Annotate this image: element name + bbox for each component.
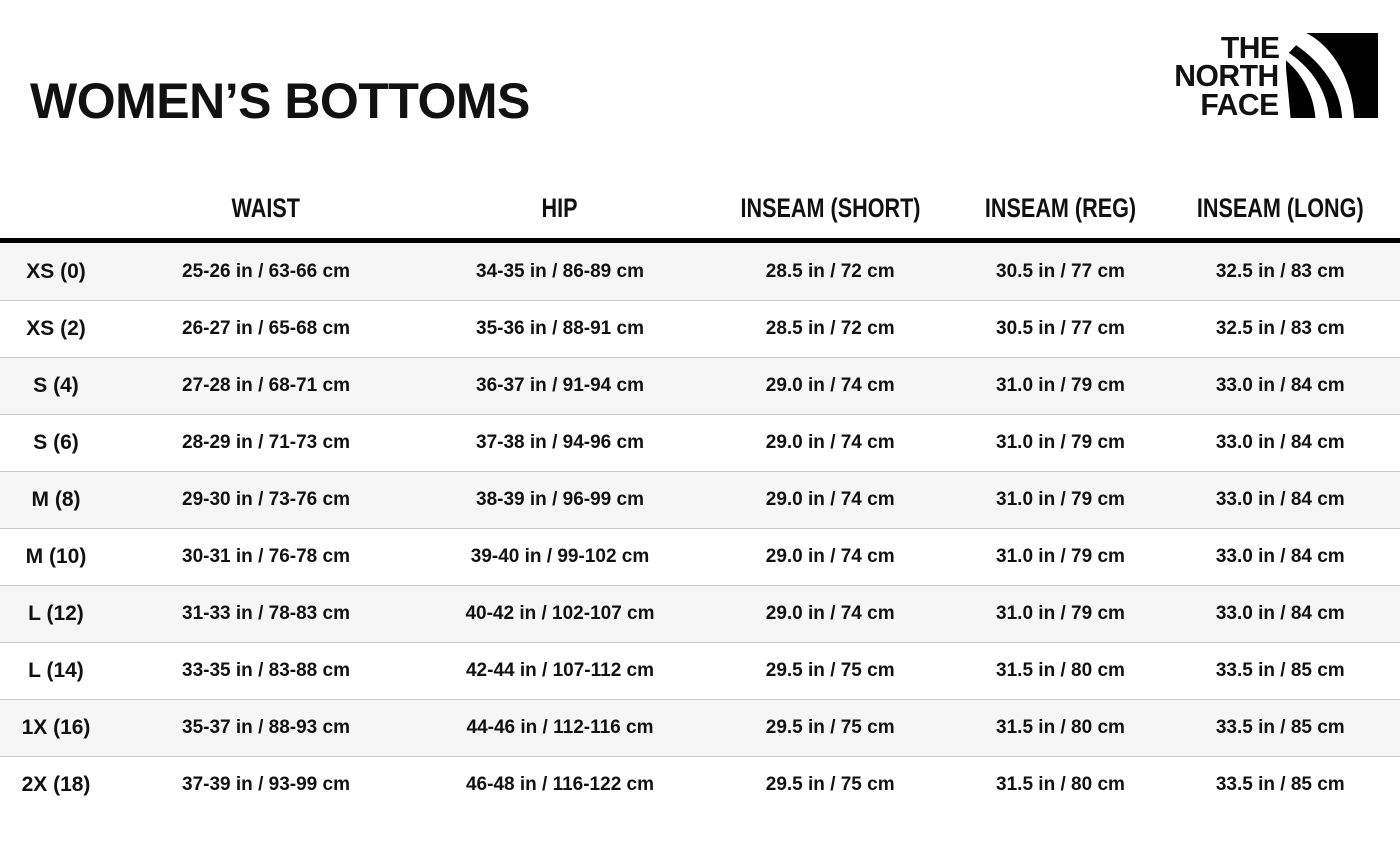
waist-cell: 37-39 in / 93-99 cm [182, 774, 350, 795]
waist-cell: 30-31 in / 76-78 cm [182, 546, 350, 567]
waist-cell: 27-28 in / 68-71 cm [182, 375, 350, 396]
hip-cell: 35-36 in / 88-91 cm [476, 318, 644, 339]
inseam-reg-cell: 30.5 in / 77 cm [996, 260, 1125, 282]
waist-cell: 31-33 in / 78-83 cm [182, 603, 350, 624]
hip-cell: 46-48 in / 116-122 cm [465, 774, 654, 795]
inseam-long-cell: 32.5 in / 83 cm [1215, 318, 1345, 339]
table-row [0, 528, 1400, 585]
inseam-long-cell: 33.0 in / 84 cm [1215, 375, 1345, 396]
hip-cell: 42-44 in / 107-112 cm [465, 660, 654, 681]
inseam-short-cell: 29.0 in / 74 cm [765, 432, 895, 453]
header-inseam-short: INSEAM (SHORT) [740, 193, 921, 223]
hip-cell: 40-42 in / 102-107 cm [465, 603, 655, 624]
header-waist: WAIST [231, 193, 301, 223]
inseam-reg-cell: 30.5 in / 77 cm [996, 318, 1125, 339]
hip-cell: 44-46 in / 112-116 cm [466, 717, 654, 738]
hip-cell: 37-38 in / 94-96 cm [476, 432, 644, 453]
header-size [0, 193, 112, 238]
inseam-long-cell: 33.5 in / 85 cm [1215, 660, 1345, 681]
size-cell: 2X (18) [21, 773, 91, 796]
inseam-long-cell: 32.5 in / 83 cm [1215, 260, 1345, 282]
size-cell: XS (0) [26, 259, 86, 283]
inseam-reg-cell: 31.0 in / 79 cm [996, 489, 1125, 510]
page-title: WOMEN’S BOTTOMS [30, 73, 530, 129]
north-face-wordmark [1171, 30, 1279, 122]
wordmark-line-north: NORTH [1174, 58, 1279, 94]
waist-cell: 25-26 in / 63-66 cm [182, 260, 350, 282]
header-inseam-reg: INSEAM (REG) [984, 193, 1137, 223]
size-cell: M (8) [31, 488, 81, 511]
table-row [0, 699, 1400, 756]
inseam-long-cell: 33.0 in / 84 cm [1215, 603, 1345, 624]
table-row [0, 756, 1400, 813]
size-cell: S (4) [33, 374, 79, 397]
inseam-short-cell: 29.5 in / 75 cm [765, 774, 895, 795]
inseam-short-cell: 29.0 in / 74 cm [765, 489, 895, 510]
inseam-long-cell: 33.5 in / 85 cm [1215, 717, 1345, 738]
table-row [0, 585, 1400, 642]
north-face-logo [1171, 30, 1378, 122]
size-cell: L (14) [28, 659, 84, 682]
inseam-short-cell: 29.0 in / 74 cm [765, 546, 895, 567]
hip-cell: 38-39 in / 96-99 cm [476, 489, 644, 510]
hip-cell: 36-37 in / 91-94 cm [476, 375, 644, 396]
size-cell: 1X (16) [21, 716, 91, 739]
size-table-header [0, 150, 1400, 243]
table-row [0, 300, 1400, 357]
inseam-long-cell: 33.0 in / 84 cm [1215, 489, 1345, 510]
inseam-short-cell: 28.5 in / 72 cm [765, 318, 895, 339]
waist-cell: 29-30 in / 73-76 cm [182, 489, 350, 510]
inseam-long-cell: 33.0 in / 84 cm [1215, 432, 1345, 453]
inseam-short-cell: 29.5 in / 75 cm [765, 717, 895, 738]
wordmark-line-the: THE [1220, 30, 1279, 65]
waist-cell: 26-27 in / 65-68 cm [182, 318, 350, 339]
inseam-reg-cell: 31.5 in / 80 cm [996, 660, 1125, 681]
inseam-short-cell: 29.0 in / 74 cm [765, 375, 895, 396]
hip-cell: 34-35 in / 86-89 cm [476, 260, 644, 282]
table-row [0, 642, 1400, 699]
table-row [0, 357, 1400, 414]
size-cell: M (10) [25, 545, 87, 568]
inseam-reg-cell: 31.0 in / 79 cm [996, 603, 1125, 624]
inseam-reg-cell: 31.0 in / 79 cm [996, 546, 1125, 567]
inseam-reg-cell: 31.5 in / 80 cm [996, 717, 1125, 738]
waist-cell: 35-37 in / 88-93 cm [182, 717, 350, 738]
waist-cell: 33-35 in / 83-88 cm [182, 660, 350, 681]
inseam-short-cell: 28.5 in / 72 cm [765, 260, 895, 282]
waist-cell: 28-29 in / 71-73 cm [182, 432, 350, 453]
size-table-body [0, 243, 1400, 813]
inseam-reg-cell: 31.0 in / 79 cm [996, 375, 1125, 396]
inseam-long-cell: 33.0 in / 84 cm [1215, 546, 1345, 567]
inseam-short-cell: 29.0 in / 74 cm [765, 603, 895, 624]
half-dome-icon [1286, 33, 1378, 118]
inseam-short-cell: 29.5 in / 75 cm [765, 660, 895, 681]
masthead [0, 0, 1400, 150]
header-inseam-long: INSEAM (LONG) [1196, 193, 1364, 223]
inseam-reg-cell: 31.5 in / 80 cm [996, 774, 1125, 795]
inseam-long-cell: 33.5 in / 85 cm [1215, 774, 1345, 795]
table-row [0, 414, 1400, 471]
header-hip: HIP [541, 193, 578, 223]
wordmark-line-face: FACE [1200, 86, 1279, 122]
size-cell: XS (2) [26, 317, 86, 340]
table-row [0, 243, 1400, 300]
size-cell: S (6) [33, 431, 79, 454]
inseam-reg-cell: 31.0 in / 79 cm [996, 432, 1125, 453]
size-cell: L (12) [28, 602, 84, 625]
table-row [0, 471, 1400, 528]
hip-cell: 39-40 in / 99-102 cm [470, 546, 650, 567]
